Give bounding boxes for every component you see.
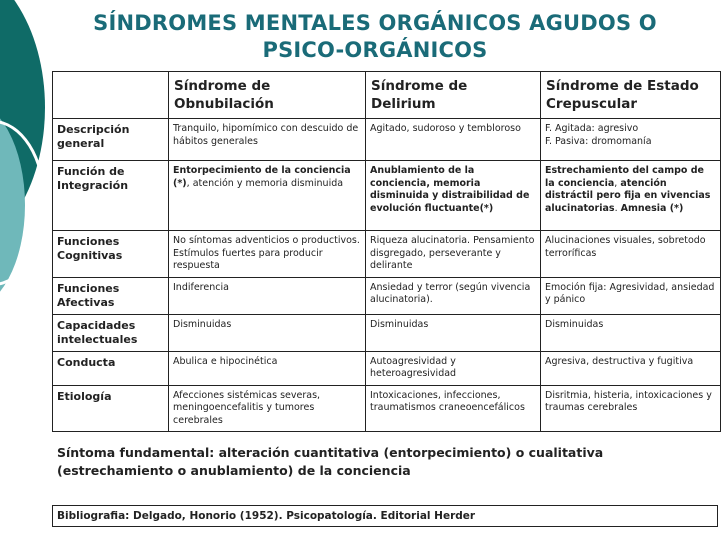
cell-delirium: Anublamiento de la conciencia, memoria disminuida y distraibilidad de evolución fluctuante(*) bbox=[366, 161, 541, 231]
header-obnubilacion: Síndrome de Obnubilación bbox=[169, 72, 366, 119]
table-row bbox=[53, 231, 721, 278]
cell-crepuscular bbox=[541, 119, 721, 161]
header-delirium: Síndrome de Delirium bbox=[366, 72, 541, 119]
header-empty bbox=[53, 72, 169, 119]
cell-bold-text: Estrechamiento del campo de la conciencia bbox=[545, 165, 704, 189]
row-label: Descripción general bbox=[53, 119, 169, 161]
cell-crepuscular: Alucinaciones visuales, sobretodo terroríficas bbox=[541, 231, 721, 278]
table-row bbox=[53, 351, 721, 385]
cell-delirium: Riqueza alucinatoria. Pensamiento disgregado, perseverante y delirante bbox=[366, 231, 541, 278]
cell-obnubilacion: No síntomas adventicios o productivos. Estímulos fuertes para producir respuesta bbox=[169, 231, 366, 278]
cell-crepuscular: Agresiva, destructiva y fugitiva bbox=[541, 351, 721, 385]
row-label: Función de Integración bbox=[53, 161, 169, 231]
fundamental-symptom: Síntoma fundamental: alteración cuantitativa (entorpecimiento) o cualitativa (estrechamiento o anublamiento) de la conciencia bbox=[57, 445, 604, 478]
table-row bbox=[53, 385, 721, 432]
cell-delirium: Agitado, sudoroso y tembloroso bbox=[366, 119, 541, 161]
row-label: Funciones Afectivas bbox=[53, 277, 169, 314]
syndromes-table bbox=[52, 71, 721, 432]
cell-line: F. Pasiva: dromomanía bbox=[545, 135, 652, 147]
row-label: Capacidades intelectuales bbox=[53, 314, 169, 351]
cell-obnubilacion: Tranquilo, hipomímico con descuido de hábitos generales bbox=[169, 119, 366, 161]
page-title bbox=[60, 10, 690, 64]
cell-delirium: Disminuidas bbox=[366, 314, 541, 351]
bibliography-box: Bibliografia: Delgado, Honorio (1952). Psicopatología. Editorial Herder bbox=[52, 505, 718, 527]
title-line-1: SÍNDROMES MENTALES ORGÁNICOS AGUDOS O bbox=[93, 11, 657, 35]
table-header-row bbox=[53, 72, 721, 119]
header-crepuscular: Síndrome de Estado Crepuscular bbox=[541, 72, 721, 119]
cell-crepuscular bbox=[541, 161, 721, 231]
cell-bold-text: Entorpecimiento de la conciencia (*) bbox=[173, 165, 351, 189]
cell-bold-text: Amnesia (*) bbox=[620, 202, 684, 214]
table-row bbox=[53, 314, 721, 351]
cell-crepuscular: Emoción fija: Agresividad, ansiedad y pánico bbox=[541, 277, 721, 314]
cell-crepuscular: Disminuidas bbox=[541, 314, 721, 351]
table-row bbox=[53, 161, 721, 231]
cell-delirium: Ansiedad y terror (según vivencia alucinatoria). bbox=[366, 277, 541, 314]
cell-line: F. Agitada: agresivo bbox=[545, 123, 639, 134]
title-line-2: PSICO-ORGÁNICOS bbox=[262, 38, 488, 62]
cell-delirium: Autoagresividad y heteroagresividad bbox=[366, 351, 541, 385]
cell-text: . bbox=[614, 202, 621, 214]
cell-obnubilacion: Disminuidas bbox=[169, 314, 366, 351]
cell-obnubilacion: Indiferencia bbox=[169, 277, 366, 314]
cell-crepuscular: Disritmia, histeria, intoxicaciones y traumas cerebrales bbox=[541, 385, 721, 432]
row-label: Conducta bbox=[53, 351, 169, 385]
cell-delirium: Intoxicaciones, infecciones, traumatismos craneoencefálicos bbox=[366, 385, 541, 432]
cell-obnubilacion bbox=[169, 161, 366, 231]
row-label: Funciones Cognitivas bbox=[53, 231, 169, 278]
row-label: Etiología bbox=[53, 385, 169, 432]
cell-text: , bbox=[614, 177, 621, 189]
cell-obnubilacion: Abulica e hipocinética bbox=[169, 351, 366, 385]
table-row bbox=[53, 277, 721, 314]
cell-text: , atención y memoria disminuida bbox=[186, 177, 344, 189]
cell-obnubilacion: Afecciones sistémicas severas, meningoencefalitis y tumores cerebrales bbox=[169, 385, 366, 432]
cell-bold-text: atención distráctil pero fija en vivencias alucinatorias bbox=[545, 177, 711, 214]
table-row bbox=[53, 119, 721, 161]
